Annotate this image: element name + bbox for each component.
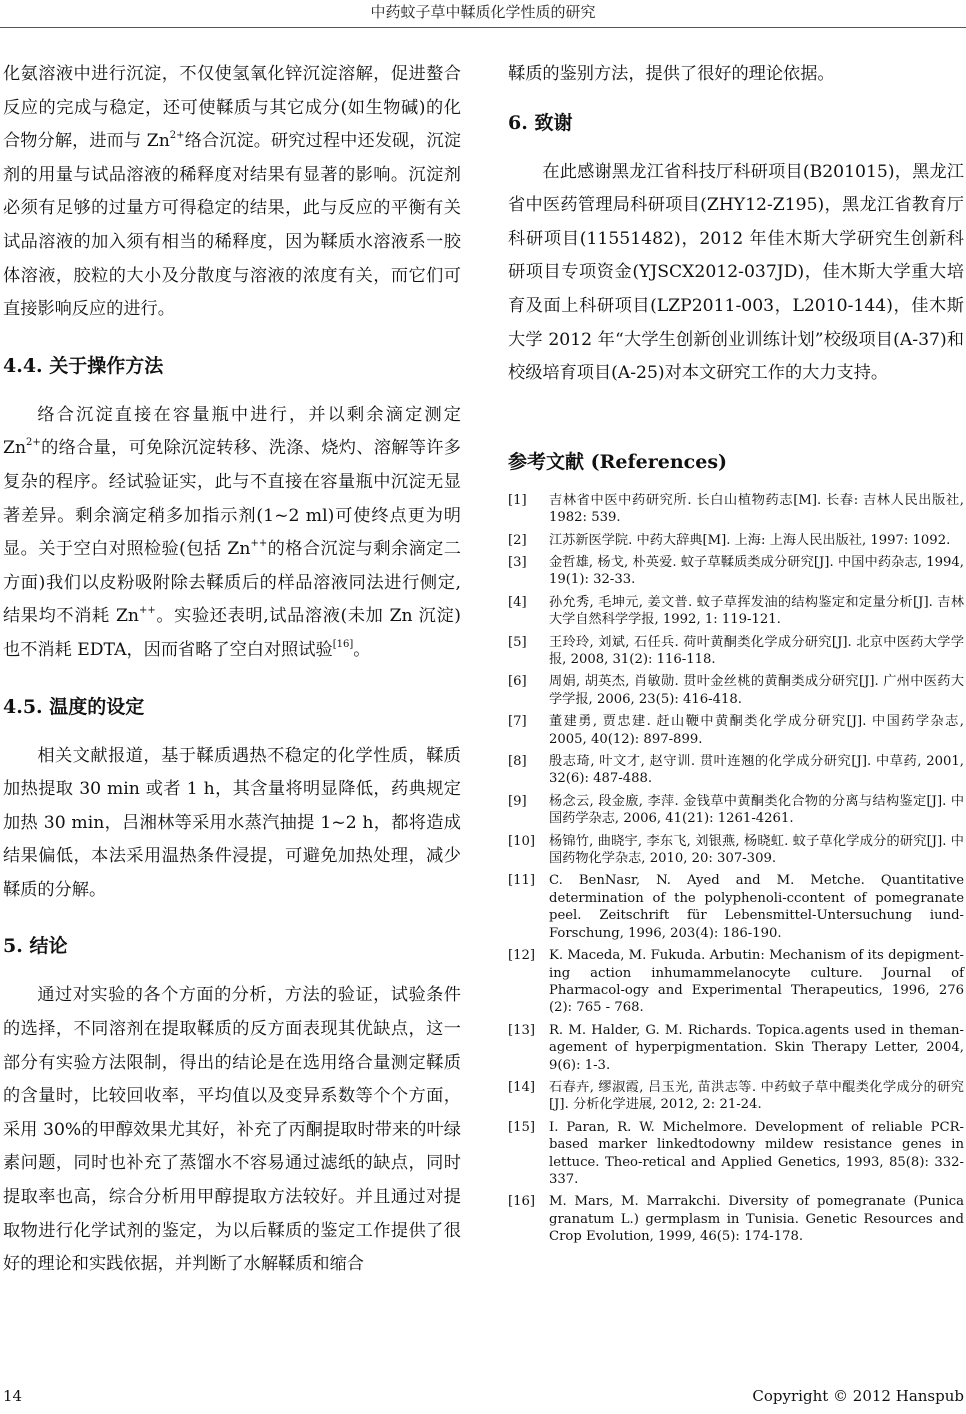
section-heading-4-5: 4.5. 温度的设定: [3, 695, 145, 718]
reference-number: [10]: [508, 833, 536, 849]
superscript: ++: [250, 538, 268, 550]
reference-text: 江苏新医学院. 中药大辞典[M]. 上海: 上海人民出版社, 1997: 1092.: [549, 532, 951, 548]
reference-item: [508, 532, 964, 549]
paragraph-acknowledgement: 在此感谢黑龙江省科技厅科研项目(B201015)，黑龙江省中医药管理局科研项目(ZHY12-Z195)，黑龙江省教育厅科研项目(11551482)，2012 年佳木斯大学研究生创新科研项目专项资金(YJSCX2012-037JD)，佳木斯大学重大培育及面上科研项目(LZP2011-003，L2010-144)，佳木斯大学 2012 年“大学生创新创业训练计划”校级项目(A-37)和校级培育项目(A-25)对本文研究工作的大力支持。: [508, 161, 964, 384]
header-title: 中药蚊子草中鞣质化学性质的研究: [370, 3, 596, 21]
reference-text: R. M. Halder, G. M. Richards. Topica.agents used in theman-agement of hyperpigmentation. Skin Therapy Letter, 2004, 9(6): 1-3.: [549, 1022, 964, 1073]
header-divider: [0, 27, 966, 28]
reference-text: M. Mars, M. Marrakchi. Diversity of pomegranate (Punica granatum L.) germplasm in Tunisia. Genetic Resources and Crop Evolution, 1999, 46(5): 174-178.: [549, 1194, 964, 1245]
reference-number: [11]: [508, 873, 536, 889]
reference-number: [2]: [508, 532, 527, 548]
reference-item: [508, 833, 964, 868]
superscript: ++: [138, 605, 156, 617]
reference-number: [5]: [508, 634, 527, 650]
reference-text: 杨念云, 段金廒, 李萍. 金钱草中黄酮类化合物的分离与结构鉴定[J]. 中国药学杂志, 2006, 41(21): 1261-4261.: [549, 793, 964, 827]
reference-text: 周娟, 胡英杰, 肖敏勋. 贯叶金丝桃的黄酮类成分研究[J]. 广州中医药大学学报, 2006, 23(5): 416-418.: [549, 674, 964, 707]
running-header: [0, 0, 966, 30]
reference-item: [508, 594, 964, 629]
reference-list: [508, 492, 964, 1246]
paragraph-continued: 鞣质的鉴别方法，提供了很好的理论依据。: [508, 64, 835, 84]
section-heading-4-4: 4.4. 关于操作方法: [3, 354, 164, 377]
reference-text: 杨锦竹, 曲晓宇, 李东飞, 刘银燕, 杨晓虹. 蚊子草化学成分的研究[J]. 中国药物化学杂志, 2010, 20: 307-309.: [549, 833, 964, 867]
reference-item: [508, 793, 964, 828]
reference-number: [9]: [508, 793, 527, 809]
copyright-notice: Copyright © 2012 Hanspub: [752, 1387, 964, 1405]
paragraph-text: 。: [353, 639, 371, 660]
reference-item: [508, 634, 964, 669]
paragraph-precipitation: [3, 58, 461, 327]
references-heading: 参考文献 (References): [508, 450, 728, 473]
reference-text: 石春卉, 缪淑霞, 吕玉光, 苗洪志等. 中药蚊子草中醌类化学成分的研究[J]. 分析化学进展, 2012, 2: 21-24.: [549, 1079, 964, 1113]
section-heading-5: 5. 结论: [3, 935, 68, 958]
reference-number: [1]: [508, 492, 527, 508]
reference-number: [15]: [508, 1119, 536, 1135]
reference-number: [14]: [508, 1079, 536, 1095]
reference-number: [13]: [508, 1022, 536, 1038]
reference-item: [508, 1193, 964, 1245]
section-heading-6: 6. 致谢: [508, 111, 573, 134]
left-column: [3, 58, 461, 1282]
reference-text: I. Paran, R. W. Michelmore. Development of reliable PCR-based marker linkedtodowny mildew resistance genes in lettuce. Theo-retical and Applied Genetics, 1993, 85(8): 332-337.: [549, 1119, 964, 1187]
paragraph-text: 的格合沉淀与剩余滴定二方面)我们以皮粉吸附除去鞣质后的样品溶液同法进行侧定,结果均不消耗 Zn: [3, 539, 461, 627]
paragraph-text: 。实验还表明,试品溶液(未加 Zn 沉淀)也不消耗 EDTA，因而省略了空白对照试验: [3, 606, 461, 660]
reference-text: 董建勇, 贾忠建. 赶山鞭中黄酮类化学成分研究[J]. 中国药学杂志, 2005, 40(12): 897-899.: [549, 714, 964, 747]
reference-number: [7]: [508, 714, 527, 730]
reference-text: K. Maceda, M. Fukuda. Arbutin: Mechanism of its depigment-ing action inhumammelanocyte culture. Journal of Pharmacol-ogy and Experimental Therapeutics, 1996, 276 (2): 765 - 768.: [549, 948, 964, 1016]
reference-text: 殷志琦, 叶文才, 赵守训. 贯叶连翘的化学成分研究[J]. 中草药, 2001, 32(6): 487-488.: [549, 754, 964, 787]
superscript: 2+: [169, 130, 185, 142]
reference-item: [508, 492, 964, 527]
reference-text: 王玲玲, 刘斌, 石任兵. 荷叶黄酮类化学成分研究[J]. 北京中医药大学学报, 2008, 31(2): 116-118.: [549, 634, 964, 667]
reference-item: [508, 872, 964, 942]
reference-number: [3]: [508, 554, 527, 570]
reference-item: [508, 673, 964, 708]
paragraph-text: 化氨溶液中进行沉淀，不仅使氢氧化锌沉淀溶解，促进螯合反应的完成与稳定，还可使鞣质与其它成分(如生物碱)的化合物分解，进而与 Zn: [3, 64, 461, 152]
reference-item: [508, 753, 964, 788]
reference-item: [508, 1079, 964, 1114]
reference-item: [508, 947, 964, 1017]
reference-item: [508, 1119, 964, 1189]
reference-number: [8]: [508, 754, 527, 770]
paragraph-text: 的络合量，可免除沉淀转移、洗涤、烧灼、溶解等许多复杂的程序。经试验证实，此与不直接在容量瓶中沉淀无显著差异。剩余滴定稍多加指示剂(1~2 ml)可使终点更为明显。关于空白对照检验(包括 Zn: [3, 438, 461, 560]
paragraph-temperature: 相关文献报道，基于鞣质遇热不稳定的化学性质，鞣质加热提取 30 min 或者 1 h，其含量将明显降低，药典规定加热 30 min，吕湘林等采用水蒸汽抽提 1~2 h，都将造成结果偏低，本法采用温热条件浸提，可避免加热处理，减少鞣质的分解。: [3, 745, 461, 900]
paragraph-text: 络合沉淀直接在容量瓶中进行，并以剩余滴定测定 Zn: [3, 404, 461, 459]
right-column: [508, 58, 964, 1251]
paragraph-text: 络合沉淀。研究过程中还发砚，沉淀剂的用量与试品溶液的稀释度对结果有显著的影响。沉淀剂必须有足够的过量方可得稳定的结果，此与反应的平衡有关试品溶液的加入须有相当的稀释度，因为鞣质水溶液系一胶体溶液，胶粒的大小及分散度与溶液的浓度有关，而它们可直接影响反应的进行。: [3, 131, 461, 320]
reference-item: [508, 713, 964, 748]
reference-text: 金哲雄, 杨戈, 朴英爱. 蚊子草鞣质类成分研究[J]. 中国中药杂志, 1994, 19(1): 32-33.: [549, 554, 964, 588]
reference-item: [508, 554, 964, 589]
page-number: 14: [3, 1387, 23, 1405]
reference-item: [508, 1022, 964, 1074]
citation-superscript: [16]: [332, 638, 354, 650]
reference-text: C. BenNasr, N. Ayed and M. Metche. Quantitative determination of the polyphenoli-ccontent of pomegranate peel. Zeitschrift für Lebensmittel-Untersuchung iund-Forschung, 1996, 203(4): 186-190.: [549, 873, 964, 941]
paragraph-conclusion: 通过对实验的各个方面的分析，方法的验证，试验条件的选择，不同溶剂在提取鞣质的反方面表现其优缺点，这一部分有实验方法限制，得出的结论是在选用络合量测定鞣质的含量时，比较回收率，平均值以及变异系数等个个方面，采用 30%的甲醇效果尤其好，补充了丙酮提取时带来的叶绿素问题，同时也补充了蒸馏水不容易通过滤纸的缺点，同时提取率也高，综合分析用甲醇提取方法较好。并且通过对提取物进行化学试剂的鉴定，为以后鞣质的鉴定工作提供了很好的理论和实践依据，并判断了水解鞣质和缩合: [3, 985, 461, 1275]
reference-number: [4]: [508, 594, 527, 610]
reference-text: 吉林省中医中药研究所. 长白山植物药志[M]. 长春: 吉林人民出版社, 1982: 539.: [549, 492, 964, 526]
superscript: 2+: [26, 437, 41, 449]
reference-number: [6]: [508, 674, 527, 690]
reference-text: 孙允秀, 毛坤元, 姜文普. 蚊子草挥发油的结构鉴定和定量分析[J]. 吉林大学自然科学学报, 1992, 1: 119-121.: [549, 594, 964, 628]
paragraph-operation: [3, 399, 461, 668]
reference-number: [12]: [508, 948, 536, 964]
reference-number: [16]: [508, 1194, 536, 1210]
